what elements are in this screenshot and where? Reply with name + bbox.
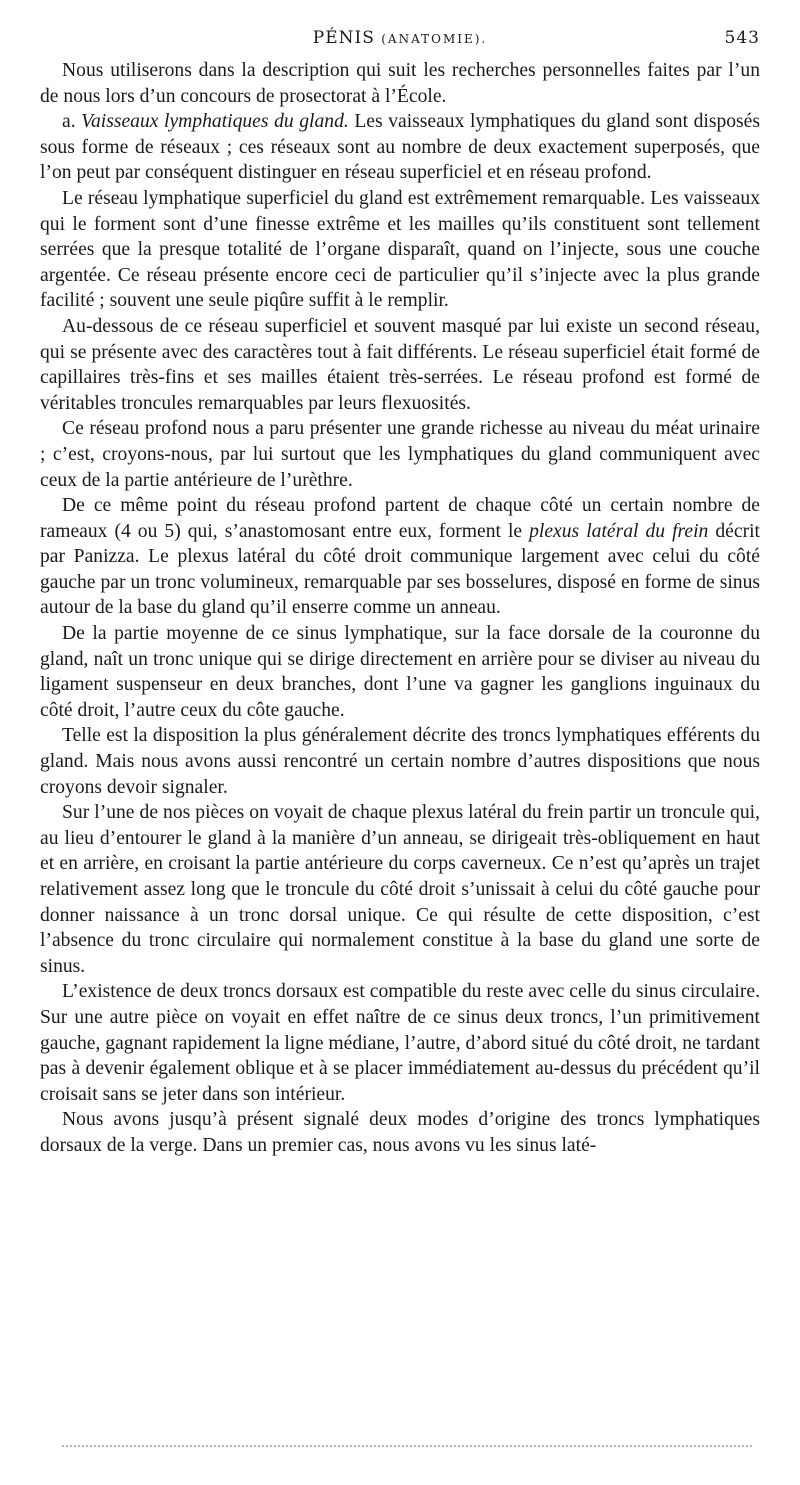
paragraph-3 bbox=[40, 186, 760, 314]
running-header bbox=[40, 28, 760, 58]
paragraph-6-text-after: décrit par Panizza. Le plexus latéral du côté droit communique largement avec celui du côté gauche par un tronc volumineux, remarquable par ses bosselures, disposé en forme de sinus autour de la base du gland qu’il enserre comme un anneau. bbox=[40, 520, 760, 619]
paragraph-2-prefix: a. bbox=[62, 111, 82, 133]
paragraph-11 bbox=[40, 1107, 760, 1158]
paragraph-9-text: Sur l’une de nos pièces on voyait de chaque plexus latéral du frein partir un troncule qui, au lieu d’entourer le gland à la manière d’un anneau, se dirigeait très-obliquement en haut et en arrière, en croisant la partie antérieure du corps caverneux. Ce n’est qu’après un trajet relativement assez long que le troncule du côté droit s’unissait à celui du côté gauche pour donner naissance à un tronc dorsal unique. Ce qui résulte de cette disposition, c’est l’absence du tronc circulaire qui normalement constitue à la base du gland une sorte de sinus. bbox=[40, 802, 760, 977]
paragraph-3-text: Le réseau lymphatique superficiel du gland est extrêmement remarquable. Les vaisseaux qui le forment sont d’une finesse extrême et les mailles qu’ils constituent sont tellement serrées que la presque totalité de l’organe disparaît, quand on l’injecte, sous une couche argentée. Ce réseau présente encore ceci de particulier qu’il s’injecte avec la plus grande facilité ; souvent une seule piqûre suffit à le remplir. bbox=[40, 187, 760, 312]
paragraph-4 bbox=[40, 314, 760, 416]
paragraph-6 bbox=[40, 493, 760, 621]
paragraph-4-text: Au-dessous de ce réseau superficiel et souvent masqué par lui existe un second réseau, qui se présente avec des caractères tout à fait différents. Le réseau superficiel était formé de capillaires très-fins et ses mailles étaient très-serrées. Le réseau profond est formé de véritables troncules remarquables par leurs flexuosités. bbox=[40, 315, 760, 414]
paragraph-5 bbox=[40, 416, 760, 493]
running-title-sub: (ANATOMIE). bbox=[381, 32, 488, 46]
paragraph-8-text: Telle est la disposition la plus généralement décrite des troncs lymphatiques efférents du gland. Mais nous avons aussi rencontré un certain nombre d’autres dispositions que nous croyons devoir signaler. bbox=[40, 725, 760, 798]
paragraph-5-text: Ce réseau profond nous a paru présenter une grande richesse au niveau du méat urinaire ; c’est, croyons-nous, par lui surtout que les lymphatiques du gland communiquent avec ceux de la partie antérieure de l’urèthre. bbox=[40, 418, 760, 491]
page-number: 543 bbox=[724, 28, 760, 48]
paragraph-11-text: Nous avons jusqu’à présent signalé deux modes d’origine des troncs lymphatiques dorsaux de la verge. Dans un premier cas, nous avons vu les sinus laté- bbox=[40, 1109, 760, 1156]
paragraph-2-text: Les vaisseaux lymphatiques du gland sont disposés sous forme de réseaux ; ces réseaux sont au nombre de deux exactement superposés, que l’on peut par conséquent distinguer en réseau superficiel et en réseau profond. bbox=[40, 111, 760, 184]
paragraph-7-text: De la partie moyenne de ce sinus lymphatique, sur la face dorsale de la couronne du gland, naît un tronc unique qui se dirige directement en arrière pour se diviser au niveau du ligament suspenseur en deux branches, dont l’une va gagner les ganglions inguinaux du côté droit, l’autre ceux du côte gauche. bbox=[40, 623, 760, 721]
paragraph-6-text: De ce même point du réseau profond partent de chaque côté un certain nombre de rameaux (4 ou 5) qui, s’anastomosant entre eux, forment le bbox=[40, 495, 760, 542]
paragraph-1 bbox=[40, 58, 760, 109]
body-text bbox=[40, 58, 760, 1159]
running-title-main: PÉNIS bbox=[312, 28, 375, 48]
paragraph-8 bbox=[40, 723, 760, 800]
running-title bbox=[313, 28, 487, 48]
paragraph-2 bbox=[40, 109, 760, 186]
paragraph-10-text: L’existence de deux troncs dorsaux est compatible du reste avec celle du sinus circulaire. Sur une autre pièce on voyait en effet naître de ce sinus deux troncs, l’un primitivement gauche, gagnant rapidement la ligne médiane, l’autre, d’abord situé du côté droit, ne tardant pas à devenir également oblique et à se placer immédiatement au-dessus du précédent qu’il croisait sans se jeter dans son intérieur. bbox=[40, 981, 760, 1105]
section-heading-italic: Vaisseaux lymphatiques du gland. bbox=[81, 111, 349, 133]
plexus-term-italic: plexus latéral du frein bbox=[529, 520, 709, 542]
paragraph-1-text: Nous utiliserons dans la description qui suit les recherches personnelles faites par l’un de nous lors d’un concours de prosectorat à l’École. bbox=[40, 60, 760, 107]
paragraph-7 bbox=[40, 621, 760, 723]
book-page bbox=[40, 28, 760, 1159]
paragraph-10 bbox=[40, 979, 760, 1107]
footer-dotted-rule bbox=[62, 1445, 752, 1447]
paragraph-9 bbox=[40, 800, 760, 979]
